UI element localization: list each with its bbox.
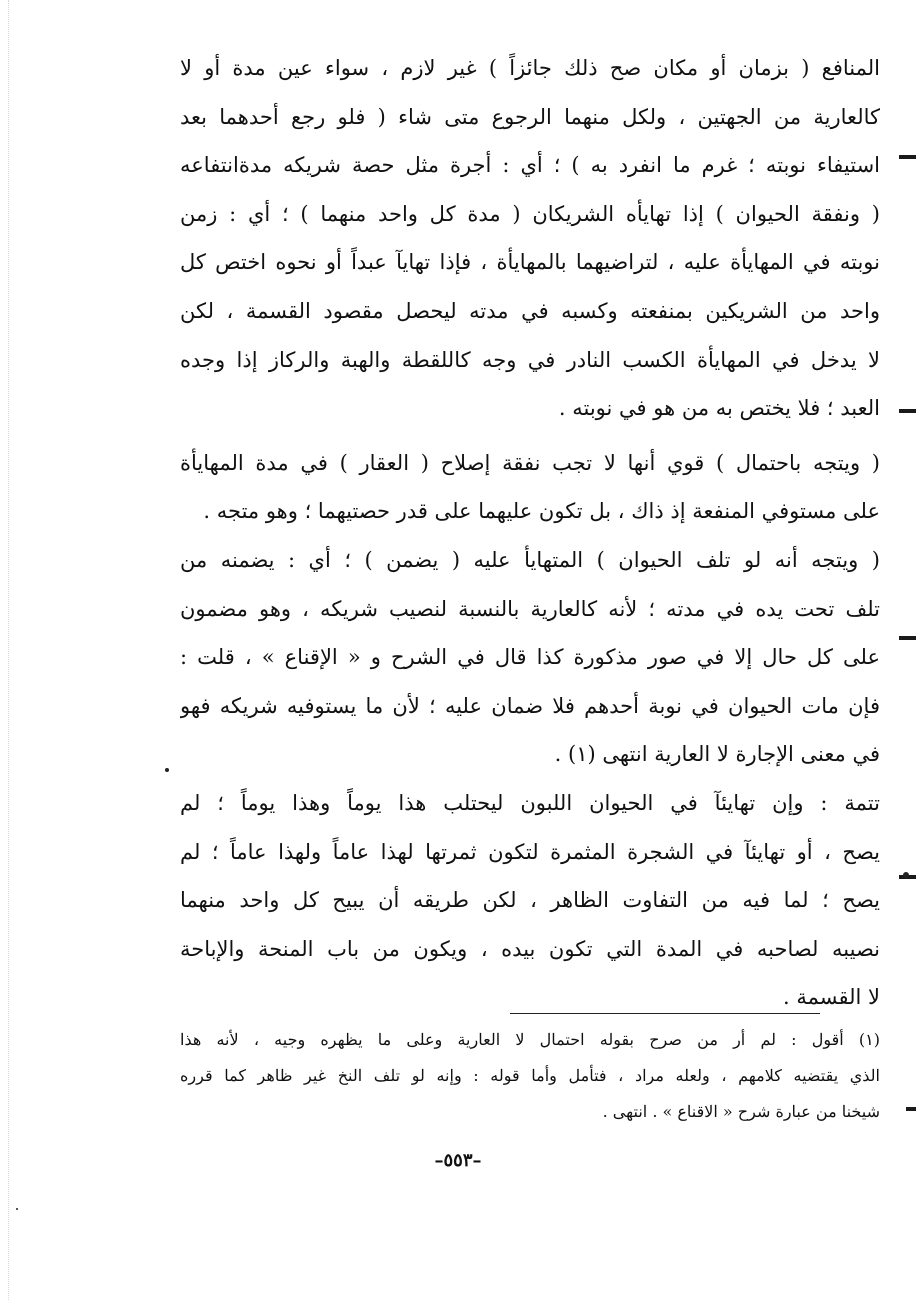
text-line: العبد ؛ فلا يختص به من هو في نوبته . xyxy=(558,396,880,421)
page-fold-shadow xyxy=(8,0,9,1300)
text-line: لا يدخل في المهايأة الكسب النادر في وجه كاللقطة والهبة والركاز إذا وجده xyxy=(180,347,880,372)
text-line: المنافع ( بزمان أو مكان صح ذلك جائزاً ) غير لازم ، سواء عين مدة أو لا xyxy=(180,56,880,80)
text-line: يصح ؛ لما فيه من التفاوت الظاهر ، لكن طريقه أن يبيح كل واحد منهما xyxy=(180,888,880,913)
page-number: –٥٥٣– xyxy=(434,1150,482,1171)
text-line: نوبته في المهايأة عليه ، لتراضيهما بالمهايأة ، فإذا تهايآ عبداً أو نحوه اختص كل xyxy=(180,250,880,275)
main-text-block xyxy=(180,44,880,1022)
text-line: تلف تحت يده في مدته ؛ لأنه كالعارية بالنسبة لنصيب شريكه ، وهو مضمون xyxy=(180,596,880,621)
text-line: على مستوفي المنفعة إذ ذاك ، بل تكون عليهما على قدر حصتيهما ؛ وهو متجه . xyxy=(203,499,880,524)
paragraph-4 xyxy=(180,779,880,1022)
text-line: نصيبه لصاحبه في المدة التي تكون بيده ، ويكون من باب المنحة والإباحة xyxy=(180,936,880,961)
text-line: ( ويتجه باحتمال ) قوي أنها لا تجب نفقة إصلاح ( العقار ) في مدة المهايأة xyxy=(180,450,880,475)
binding-mark xyxy=(899,636,916,640)
footnote-line: شيخنا من عبارة شرح « الاقناع » . انتهى . xyxy=(602,1102,880,1121)
ink-speck xyxy=(16,1208,18,1210)
footnote-line: الذي يقتضيه كلامهم ، ولعله مراد ، فتأمل وأما قوله : وإنه لو تلف النخ غير ظاهر كما قرره xyxy=(180,1066,880,1085)
text-line: لا القسمة . xyxy=(783,985,880,1010)
footnote-separator xyxy=(510,1013,820,1014)
text-line: ( ونفقة الحيوان ) إذا تهايأه الشريكان ( مدة كل واحد منهما ) ؛ أي : زمن xyxy=(180,201,880,226)
text-line: فإن مات الحيوان في نوبة أحدهم فلا ضمان عليه ؛ لأن ما يستوفيه شريكه فهو xyxy=(180,693,880,718)
paragraph-2 xyxy=(180,439,880,536)
text-line: في معنى الإجارة لا العارية انتهى (١) . xyxy=(554,742,880,767)
footnote-block xyxy=(180,1022,880,1130)
binding-mark xyxy=(906,1107,916,1111)
footnote-line: (١) أقول : لم أر من صرح بقوله احتمال لا العارية وعلى ما يظهره وجيه ، لأنه هذا xyxy=(180,1030,880,1049)
text-line: تتمة : وإن تهايئآ في الحيوان اللبون ليحتلب هذا يوماً وهذا يوماً ؛ لم xyxy=(180,790,880,815)
binding-mark xyxy=(899,155,916,159)
paragraph-1 xyxy=(180,44,880,433)
text-line: واحد من الشريكين بمنفعته وكسبه في مدته ليحصل مقصود القسمة ، لكن xyxy=(180,298,880,323)
text-line: استيفاء نوبته ؛ غرم ما انفرد به ) ؛ أي : أجرة مثل حصة شريكه مدةانتفاعه xyxy=(180,153,880,178)
paragraph-3 xyxy=(180,536,880,779)
ink-speck xyxy=(165,768,169,772)
text-line: يصح ، أو تهايئآ في الشجرة المثمرة لتكون ثمرتها لهذا عاماً ولهذا عاماً ؛ لم xyxy=(180,839,880,864)
text-line: ( ويتجه أنه لو تلف الحيوان ) المتهايأ عليه ( يضمن ) ؛ أي : يضمنه من xyxy=(180,547,880,572)
text-line: على كل حال إلا في صور مذكورة كذا قال في الشرح و « الإقناع » ، قلت : xyxy=(180,645,880,670)
binding-mark xyxy=(899,409,916,413)
text-line: كالعارية من الجهتين ، ولكل منهما الرجوع متى شاء ( فلو رجع أحدهما بعد xyxy=(180,104,880,129)
ink-speck xyxy=(903,872,909,878)
